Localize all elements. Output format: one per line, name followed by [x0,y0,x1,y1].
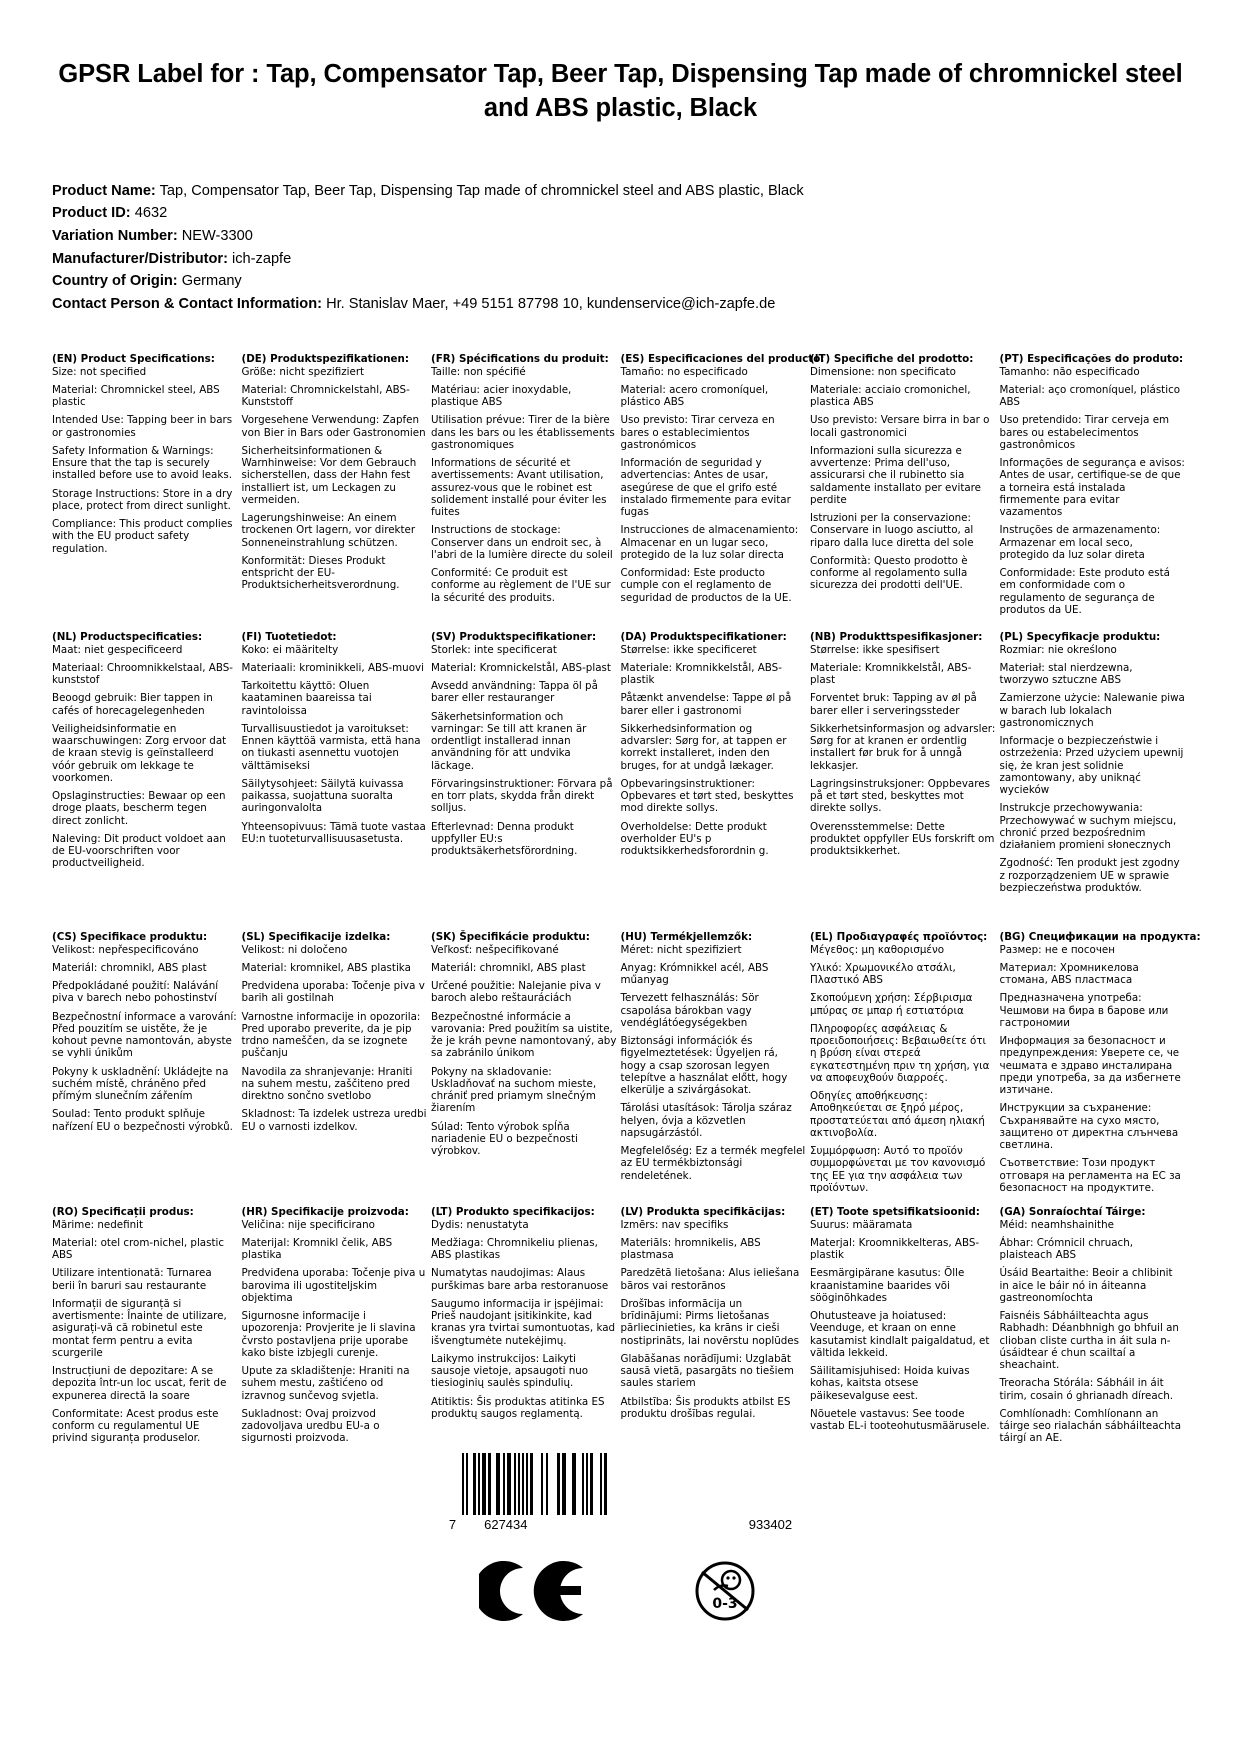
language-paragraph: Dimensione: non specificato [810,365,956,378]
product-name-label: Product Name: [52,182,156,199]
language-paragraph: Pokyny na skladovanie: Uskladňovať na suchom mieste, chrániť pred priamym slnečným žiarením [431,1065,597,1115]
language-paragraph: Säkerhetsinformation och varningar: Se till att kranen är ordentligt installerad innan användning för att undvika läckage. [431,710,587,772]
meta-row-product-id [52,202,1189,225]
language-paragraph: Predviđena uporaba: Točenje piva u barovima ili ugostiteljskim objektima [241,1267,426,1304]
language-block-pl [1000,631,1190,900]
language-paragraph: Lagringsinstruksjoner: Oppbevares på et tørt sted, beskyttes mot direkte sollys. [810,777,990,815]
language-paragraph: Οδηγίες αποθήκευσης: Αποθηκεύεται σε ξηρό μέρος, προστατεύεται από άμεση ηλιακή ακτινοβολία. [810,1090,985,1139]
language-block-fi [242,631,432,851]
language-paragraph: Matériau: acier inoxydable, plastique ABS [431,383,572,409]
language-paragraph: Soulad: Tento produkt splňuje nařízení EU o bezpečnosti výrobků. [52,1108,233,1133]
language-paragraph: Avsedd användning: Tappa öl på barer eller restauranger [431,680,598,705]
language-paragraph: Bezpečnostní informace a varování: Před pouzitím se uistěte, že je kohout pevne namontován, abyste se vyhli únikům [52,1010,237,1060]
language-paragraph: Comhlíonadh: Comhlíonann an táirge seo rialachán sábháilteachta táirgí an AE. [999,1407,1182,1445]
language-paragraph: Utilizare intentionată: Turnarea berii în baruri sau restaurante [52,1267,212,1292]
language-paragraph: Overholdelse: Dette produkt overholder EU's p roduktsikkerhedsforordnin g. [620,820,769,858]
language-paragraph: Zamierzone użycie: Nalewanie piwa w barach lub lokalach gastronomicznych [999,692,1185,729]
age-warning-0-3-icon [687,1560,763,1622]
compliance-symbols [479,1560,763,1622]
language-heading-es: (ES) Especificaciones del producto: [620,353,825,366]
language-paragraph: Upute za skladištenje: Hraniti na suhem mestu, zaštićeno od izravnog sunčevog svjetla. [241,1365,410,1402]
language-block-lt [431,1206,621,1426]
language-paragraph: Materiāls: hromnikelis, ABS plastmasa [620,1236,761,1262]
language-paragraph: Velikost: nepřespecificováno [52,943,199,956]
language-paragraph: Atbilstība: Šis produkts atbilst ES produktu drošības regulai. [620,1395,791,1420]
language-heading-nl: (NL) Productspecificaties: [52,631,203,644]
language-paragraph: Yhteensopivuus: Tämä tuote vastaa EU:n tuoteturvallisuusasetusta. [241,820,426,845]
variation-number-value: NEW-3300 [181,228,253,245]
language-paragraph: Maat: niet gespecificeerd [52,643,183,656]
age-warning-label: 0-3 [711,1596,738,1612]
language-paragraph: Materiale: acciaio cromonichel, plastica ABS [810,383,971,409]
language-row [52,631,1189,931]
language-paragraph: Sukladnost: Ovaj proizvod zadovoljava uredbu EU-a o sigurnosti proizvoda. [241,1407,380,1445]
language-paragraph: Material: Chromnickelstahl, ABS-Kunststoff [241,383,410,409]
language-paragraph: Instructions de stockage: Conserver dans un endroit sec, à l'abri de la lumière directe du soleil [431,524,613,561]
language-paragraph: Tamanho: não especificado [999,365,1140,378]
language-block-bg [999,931,1201,1200]
language-paragraph: Veiligheidsinformatie en waarschuwingen: Zorg ervoor dat de kraan stevig is geïnstalleerd vóór gebruik om lekkage te voorkomen. [52,722,227,784]
country-of-origin-label: Country of Origin: [52,273,178,290]
language-block-sk [431,931,621,1163]
language-paragraph: Informações de segurança e avisos: Antes de usar, certifique-se de que a torneira está instalada firmemente para evitar vazamentos [999,457,1185,519]
language-heading-pl: (PL) Specyfikacje produktu: [999,631,1161,644]
language-specifications-grid [52,353,1201,1445]
language-paragraph: Material: acero cromoníquel, plástico ABS [620,383,769,409]
language-paragraph: Tarkoitettu käyttö: Oluen kaataminen baareissa tai ravintoloissa [241,680,372,717]
language-paragraph: Größe: nicht spezifiziert [241,365,365,378]
language-heading-lv: (LV) Produkta specifikācijas: [620,1206,786,1219]
language-paragraph: Material: otel crom-nichel, plastic ABS [52,1236,225,1262]
language-paragraph: Forventet bruk: Tapping av øl på barer eller i serveringssteder [810,692,977,717]
language-paragraph: Materiaali: krominikkeli, ABS-muovi [241,661,424,674]
language-paragraph: Información de seguridad y advertencias: Antes de usar, asegúrese de que el grifo esté instalado firmemente para evitar fugas [620,457,791,519]
language-heading-ga: (GA) Sonraíochtaí Táirge: [999,1206,1146,1219]
language-paragraph: Laikymo instrukcijos: Laikyti sausoje vietoje, apsaugoti nuo tiesioginių saulės spindulių. [431,1352,589,1390]
language-paragraph: Materiale: Kromnikkelstål, ABS-plast [810,661,972,687]
page-title: GPSR Label for : Tap, Compensator Tap, Beer Tap, Dispensing Tap made of chromnickel steel and ABS plastic, Black [58,60,1183,122]
language-paragraph: Conformité: Ce produit est conforme au règlement de l'UE sur la sécurité des produits. [431,567,611,604]
language-paragraph: Konformität: Dieses Produkt entspricht der EU-Produktsicherheitsverordnung. [241,554,400,592]
language-paragraph: Informations de sécurité et avertissements: Avant utilisation, assurez-vous que le robinet est solidement installé pour éviter les fuites [431,457,607,519]
language-paragraph: Pokyny k uskladnění: Ukládejte na suchém místě, chráněno před přímým slunečním zářením [52,1065,229,1103]
language-paragraph: Biztonsági információk és figyelmeztetések: Ügyeljen rá, hogy a csap szorosan legyen telepítve a használat előtt, hogy elkerülje a szivárgásokat. [620,1035,788,1097]
language-paragraph: Material: Kromnickelstål, ABS-plast [431,661,611,674]
language-paragraph: Uso pretendido: Tirar cerveja em bares ou estabelecimentos gastronômicos [999,414,1170,451]
language-paragraph: Instruções de armazenamento: Armazenar em local seco, protegido da luz solar direta [999,524,1161,561]
language-paragraph: Intended Use: Tapping beer in bars or gastronomies [52,414,233,439]
language-paragraph: Compliance: This product complies with the EU product safety regulation. [52,518,233,555]
language-paragraph: Bezpečnostné informácie a varovania: Pred použitím sa uistite, že je kráh pevne namontovaný, aby sa zabránilo únikom [431,1010,617,1060]
language-paragraph: Størrelse: ikke specificeret [620,643,757,656]
language-block-el [810,931,1000,1200]
language-paragraph: Rozmiar: nie określono [999,643,1117,656]
language-heading-el: (EL) Προδιαγραφές προϊόντος: [810,931,988,944]
language-paragraph: Efterlevnad: Denna produkt uppfyller EU:s produktsäkerhetsförordning. [431,820,578,858]
language-paragraph: Uso previsto: Versare birra in bar o locali gastronomici [810,414,990,439]
language-heading-ro: (RO) Specificații produs: [52,1206,194,1219]
language-block-nl [52,631,242,875]
language-paragraph: Instrucciones de almacenamiento: Almacenar en un lugar seco, protegido de la luz solar directa [620,524,799,561]
language-paragraph: Conformidade: Este produto está em conformidade com o regulamento de segurança de produtos da UE. [999,567,1170,616]
language-paragraph: Materiaal: Chroomnikkelstaal, ABS-kunststof [52,661,233,687]
ce-mark-icon [479,1560,591,1622]
meta-row-variation-number [52,225,1189,248]
product-meta-block [52,180,1189,316]
language-heading-lt: (LT) Produkto specifikacijos: [431,1206,595,1219]
language-paragraph: Instrukcje przechowywania: Przechowywać w suchym miejscu, chronić przed bezpośrednim działaniem promieni słonecznych [999,802,1177,852]
language-paragraph: Instrucțiuni de depozitare: A se depozita într-un loc uscat, ferit de expunerea directă la soare [52,1365,227,1402]
language-block-sl [242,931,432,1138]
language-paragraph: Material: Chromnickel steel, ABS plastic [52,383,220,409]
language-paragraph: Размер: не е посочен [999,943,1115,956]
language-heading-sv: (SV) Produktspecifikationer: [431,631,597,644]
language-paragraph: Συμμόρφωση: Αυτό το προϊόν συμμορφώνεται με τον κανονισμό της ΕΕ για την ασφάλεια των προϊόντων. [810,1145,986,1194]
language-paragraph: Materiál: chromnikl, ABS plast [431,961,586,974]
language-heading-nb: (NB) Produkttspesifikasjoner: [810,631,983,644]
language-paragraph: Materjal: Kroomnikkelteras, ABS-plastik [810,1236,980,1262]
language-paragraph: Méret: nicht spezifiziert [620,943,742,956]
language-paragraph: Koko: ei määritelty [241,643,339,656]
language-block-pt [1000,353,1190,622]
country-of-origin-value: Germany [181,273,242,290]
language-heading-sl: (SL) Specifikacije izdelka: [241,931,391,944]
language-paragraph: Size: not specified [52,365,147,378]
language-paragraph: Material: kromnikel, ABS plastika [241,961,411,974]
language-paragraph: Dydis: nenustatyta [431,1218,529,1231]
language-paragraph: Storage Instructions: Store in a dry place, protect from direct sunlight. [52,487,233,512]
product-name-value: Tap, Compensator Tap, Beer Tap, Dispensing Tap made of chromnickel steel and ABS plastic, Black [159,182,804,199]
language-paragraph: Material: aço cromoníquel, plástico ABS [999,383,1181,409]
language-block-de [242,353,432,597]
language-paragraph: Lagerungshinweise: An einem trockenen Ort lagern, vor direkter Sonneneinstrahlung schützen. [241,512,416,549]
language-paragraph: Skladnost: Ta izdelek ustreza uredbi EU o varnosti izdelkov. [241,1108,427,1133]
language-paragraph: Paredzētā lietošana: Alus ieliešana bāros vai restorānos [620,1267,800,1292]
barcode-left-group: 627434 [484,1517,528,1532]
language-paragraph: Υλικό: Χρωμονικέλο ατσάλι, Πλαστικό ABS [810,961,956,987]
contact-value: Hr. Stanislav Maer, +49 5151 87798 10, kundenservice@ich-zapfe.de [326,295,776,312]
language-paragraph: Sikkerhetsinformasjon og advarsler: Sørg for at kranen er ordentlig installert før bruk for å unngå lekkasjer. [810,722,996,772]
language-paragraph: Zgodność: Ten produkt jest zgodny z rozporządzeniem UE w sprawie bezpieczeństwa produktów. [999,857,1180,894]
language-paragraph: Materiał: stal nierdzewna, tworzywo sztuczne ABS [999,661,1133,687]
language-row [52,353,1189,631]
contact-label: Contact Person & Contact Information: [52,295,322,312]
language-paragraph: Suurus: määramata [810,1218,913,1231]
language-paragraph: Opslaginstructies: Bewaar op een droge plaats, bescherm tegen direct zonlicht. [52,790,226,827]
language-paragraph: Sigurnosne informacije i upozorenja: Provjerite je li slavina čvrsto postavljena prije uporabe kako biste izbjegli curenje. [241,1310,416,1359]
language-heading-hu: (HU) Termékjellemzők: [620,931,753,944]
language-paragraph: Předpokládané použití: Nalávání piva v barech nebo pohostinství [52,980,219,1005]
language-heading-fi: (FI) Tuotetiedot: [241,631,337,644]
barcode-leading-digit: 7 [448,1517,457,1532]
language-paragraph: Conformità: Questo prodotto è conforme al regolamento sulla sicurezza dei prodotti dell'UE. [810,554,968,592]
language-paragraph: Ábhar: Crómnicil chruach, plaisteach ABS [999,1236,1133,1262]
barcode-right-group: 933402 [748,1517,793,1532]
language-row [52,931,1201,1206]
language-heading-en: (EN) Product Specifications: [52,353,215,366]
language-block-cs [52,931,242,1138]
language-paragraph: Medžiaga: Chromnikeliu plienas, ABS plastikas [431,1236,598,1262]
language-paragraph: Materiale: Kromnikkelstål, ABS-plastik [620,661,782,687]
language-paragraph: Πληροφορίες ασφάλειας & προειδοποιήσεις: Βεβαιωθείτε ότι η βρύση είναι στερεά εγκατεστημένη πριν τη χρήση, για να αποφευχθούν διαρροές. [810,1022,990,1084]
language-paragraph: Ohutusteave ja hoiatused: Veenduge, et kraan on enne kasutamist kindlalt paigaldatud, et vältida lekkeid. [810,1310,990,1359]
language-block-hr [242,1206,432,1450]
language-paragraph: Förvaringsinstruktioner: Förvara på en torr plats, skydda från direkt solljus. [431,777,613,815]
meta-row-country-of-origin [52,270,1189,293]
language-paragraph: Beoogd gebruik: Bier tappen in cafés of horecagelegenheden [52,692,213,717]
language-paragraph: Conformitate: Acest produs este conform cu regulamentul UE privind siguranța produselor. [52,1407,219,1445]
language-paragraph: Informazioni sulla sicurezza e avvertenze: Prima dell'uso, assicurarsi che il rubinetto sia saldamente installato per evitare perdite [810,444,982,506]
language-block-sv [431,631,621,863]
language-paragraph: Navodila za shranjevanje: Hraniti na suhem mestu, zaščiteno pred direktno sončno svetlobo [241,1065,413,1103]
language-paragraph: Materiál: chromnikl, ABS plast [52,961,207,974]
language-paragraph: Materijal: Kromnikl čelik, ABS plastika [241,1236,393,1262]
language-paragraph: Méid: neamhshainithe [999,1218,1114,1231]
language-paragraph: Mărime: nedefinit [52,1218,144,1231]
variation-number-label: Variation Number: [52,228,178,245]
language-paragraph: Nõuetele vastavus: See toode vastab EL-i tooteohutusmäärusele. [810,1407,990,1433]
language-paragraph: Určené použitie: Nalejanie piva v baroch alebo reštauráciách [431,980,601,1005]
language-block-hu [621,931,811,1187]
language-paragraph: Инструкции за съхранение: Съхранявайте на сухо място, защитено от директна слънчева светлина. [999,1102,1179,1152]
product-id-label: Product ID: [52,205,131,222]
language-paragraph: Säilytysohjeet: Säilytä kuivassa paikassa, suojattuna suoralta auringonvalolta [241,777,404,815]
language-paragraph: Numatytas naudojimas: Alaus purškimas bare arba restoranuose [431,1267,609,1292]
language-heading-da: (DA) Produktspecifikationer: [620,631,787,644]
language-paragraph: Drošības informācija un brīdinājumi: Pirms lietošanas pārliecinieties, ka krāns ir cieši nostiprināts, lai novērstu noplūdes [620,1297,799,1347]
language-paragraph: Sicherheitsinformationen & Warnhinweise: Vor dem Gebrauch sicherstellen, dass der Hahn fest installiert ist, um Leckagen zu vermeiden. [241,444,417,506]
meta-row-contact [52,293,1189,316]
language-heading-cs: (CS) Specifikace produktu: [52,931,208,944]
language-paragraph: Eesmärgipärane kasutus: Õlle kraanistamine baarides või sööginõhkades [810,1267,965,1304]
language-heading-de: (DE) Produktspezifikationen: [241,353,409,366]
language-paragraph: Glabāšanas norādījumi: Uzglabāt sausā vietā, pasargāts no tiešiem saules stariem [620,1352,794,1390]
language-paragraph: Izmērs: nav specifiks [620,1218,729,1231]
barcode-numbers [462,1517,792,1532]
meta-row-manufacturer [52,248,1189,271]
language-heading-fr: (FR) Spécifications du produit: [431,353,609,366]
language-block-fr [431,353,621,609]
language-paragraph: Megfelelőség: Ez a termék megfelel az EU termékbiztonsági rendeletének. [620,1145,806,1182]
language-paragraph: Storlek: inte specificerat [431,643,557,656]
barcode-area [0,1453,1241,1622]
language-block-ro [52,1206,242,1450]
language-paragraph: Μέγεθος: μη καθορισμένο [810,943,945,956]
language-paragraph: Velikost: ni določeno [241,943,348,956]
language-block-nb [810,631,1000,863]
language-block-es [620,353,825,609]
meta-row-product-name [52,180,1189,203]
manufacturer-value: ich-zapfe [232,250,292,267]
language-paragraph: Saugumo informacija ir įspėjimai: Prieš naudojant įsitikinkite, kad kranas yra tvirtai sumontuotas, kad išvengtumėte nutekėjimų. [431,1297,616,1347]
product-id-value: 4632 [134,205,168,222]
manufacturer-label: Manufacturer/Distributor: [52,250,228,267]
language-paragraph: Veľkosť: nešpecifikované [431,943,559,956]
language-paragraph: Предназначена употреба: Чешмови на бира в барове или гастрономии [999,992,1169,1029]
language-block-ga [1000,1206,1190,1450]
language-heading-sk: (SK) Špecifikácie produktu: [431,931,590,944]
language-paragraph: Varnostne informacije in opozorila: Pred uporabo preverite, da je pip trdno nameščen, da se izognete puščanju [241,1010,421,1060]
language-paragraph: Safety Information & Warnings: Ensure that the tap is securely installed before use to avoid leaks. [52,444,232,482]
language-block-it [810,353,1000,597]
language-paragraph: Anyag: Krómnikkel acél, ABS műanyag [620,961,769,987]
language-paragraph: Atitiktis: Šis produktas atitinka ES produktų saugos reglamentą. [431,1395,605,1420]
language-block-et [810,1206,1000,1438]
language-paragraph: Opbevaringsinstruktioner: Opbevares et tørt sted, beskyttes mod direkte sollys. [620,777,794,815]
language-paragraph: Súlad: Tento výrobok spĺňa nariadenie EU o bezpečnosti výrobkov. [431,1120,578,1158]
language-heading-et: (ET) Toote spetsifikatsioonid: [810,1206,980,1219]
language-heading-pt: (PT) Especificações do produto: [999,353,1184,366]
language-paragraph: Naleving: Dit product voldoet aan de EU-voorschriften voor productveiligheid. [52,832,226,870]
language-paragraph: Påtænkt anvendelse: Tappe øl på barer eller i gastronomi [620,692,792,717]
language-paragraph: Úsáid Beartaithe: Beoir a chlibinit in aice le báir nó in áiteanna gastreonomíochta [999,1267,1173,1304]
language-block-en [52,353,242,560]
language-paragraph: Faisnéis Sábháilteachta agus Rabhadh: Déanbhnigh go bhfuil an clioban cliste curtha in áit sula n-úsáidtear é chun scailtaí a sheachaint. [999,1310,1179,1372]
language-row [52,1206,1189,1445]
language-paragraph: Sikkerhedsinformation og advarsler: Sørg for, at tappen er korrekt installeret, inden den bruges, for at undgå lækager. [620,722,787,772]
language-paragraph: Utilisation prévue: Tirer de la bière dans les bars ou les établissements gastronomiques [431,414,615,451]
barcode [449,1453,792,1532]
language-paragraph: Veličina: nije specificirano [241,1218,375,1231]
language-heading-hr: (HR) Specifikacije proizvoda: [241,1206,409,1219]
language-paragraph: Treoracha Stórála: Sábháil in áit tirim, cosain ó ghrianadh díreach. [999,1377,1174,1402]
language-paragraph: Uso previsto: Tirar cerveza en bares o establecimientos gastronómicos [620,414,775,451]
language-paragraph: Informacje o bezpieczeństwie i ostrzeżenia: Przed użyciem upewnij się, że kran jest solidnie zamontowany, aby uniknąć wycieków [999,735,1184,797]
language-paragraph: Størrelse: ikke spesifisert [810,643,940,656]
language-paragraph: Taille: non spécifié [431,365,526,378]
language-heading-it: (IT) Specifiche del prodotto: [810,353,974,366]
language-block-da [621,631,811,863]
language-paragraph: Съответствие: Този продукт отговаря на регламента на ЕС за безопасност на продуктите. [999,1157,1181,1194]
language-paragraph: Predvidena uporaba: Točenje piva v barih ali gostilnah [241,980,425,1005]
language-paragraph: Tamaño: no especificado [620,365,748,378]
language-paragraph: Информация за безопасност и предупреждения: Уверете се, че чешмата е здраво инсталирана преди употреба, за да избегнете изтичане. [999,1035,1181,1097]
barcode-bars [462,1453,792,1515]
language-block-lv [621,1206,811,1426]
language-paragraph: Turvallisuustiedot ja varoitukset: Ennen käyttöä varmista, että hana on tiukasti asennettu vuotojen välttämiseksi [241,722,421,772]
language-paragraph: Conformidad: Este producto cumple con el reglamento de seguridad de productos de la UE. [620,567,792,604]
language-paragraph: Vorgesehene Verwendung: Zapfen von Bier in Bars oder Gastronomien [241,414,426,439]
language-paragraph: Tervezett felhasználás: Sör csapolása bárokban vagy vendéglátóegységekben [620,992,759,1029]
language-paragraph: Материал: Хромникелова стомана, ABS пластмаса [999,961,1139,987]
language-paragraph: Tárolási utasítások: Tárolja száraz helyen, óvja a közvetlen napsugárzástól. [620,1102,792,1139]
language-paragraph: Informații de siguranță si avertismente: Înainte de utilizare, asigurați-vă că robinetul este montat ferm pentru a evita scurgerile [52,1297,227,1359]
language-paragraph: Istruzioni per la conservazione: Conservare in luogo asciutto, al riparo dalla luce diretta del sole [810,512,974,549]
language-paragraph: Säilitamisjuhised: Hoida kuivas kohas, kaitsta otsese päikesevalguse eest. [810,1365,970,1402]
language-paragraph: Σκοπούμενη χρήση: Σέρβιρισμα μπύρας σε μπαρ ή εστιατόρια [810,992,973,1017]
language-heading-bg: (BG) Спецификации на продукта: [999,931,1201,944]
language-paragraph: Overensstemmelse: Dette produktet oppfyller EUs forskrift om produktsikkerhet. [810,820,995,858]
